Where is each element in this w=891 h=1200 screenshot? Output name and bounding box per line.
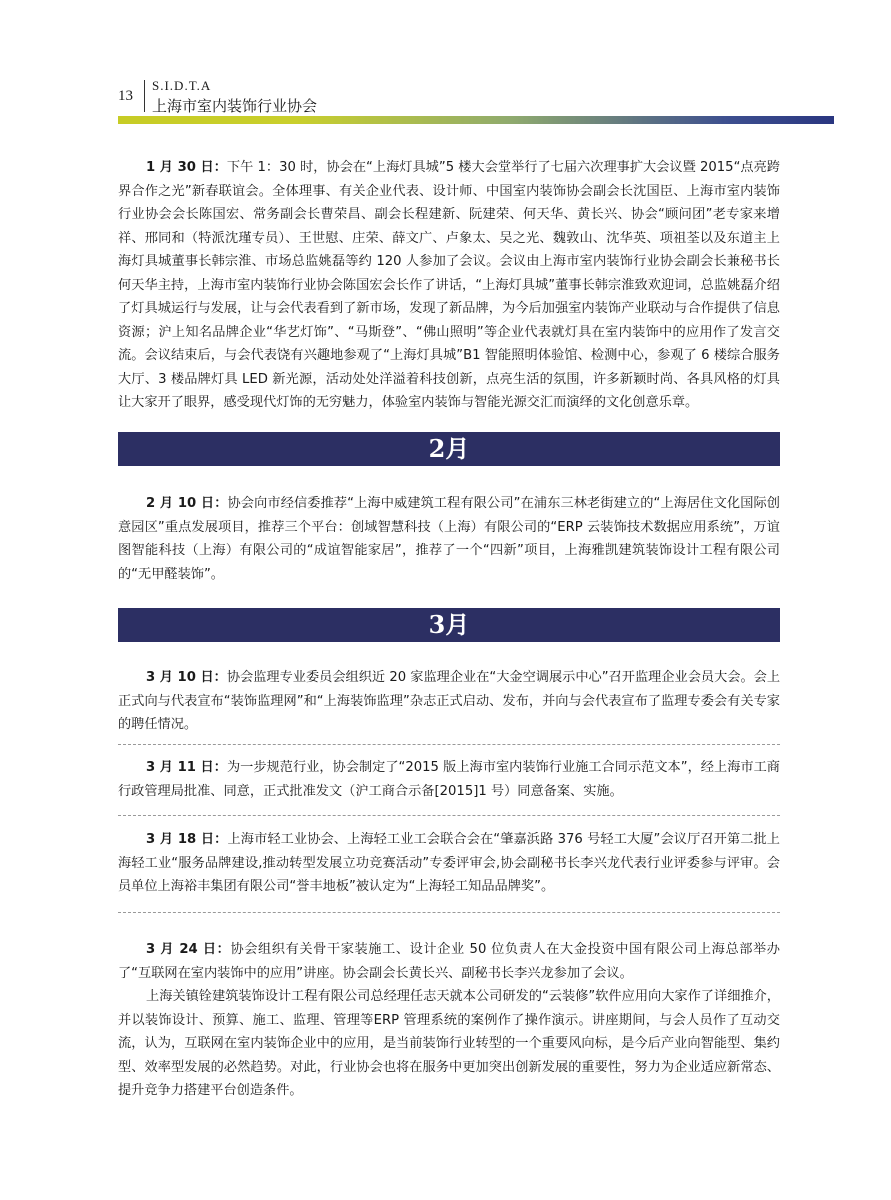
entry-mar24 [118, 938, 780, 985]
entry-mar11 [118, 756, 780, 803]
dashed-divider [118, 744, 780, 745]
entry-mar18 [118, 828, 780, 899]
entry-date: 3 月 18 日： [146, 832, 228, 847]
entry-date: 3 月 24 日： [146, 942, 231, 957]
header-gradient-bar [118, 116, 834, 124]
org-name-cn: 上海市室内装饰行业协会 [152, 97, 318, 115]
entry-date: 3 月 11 日： [146, 760, 227, 775]
month-header-feb: 2月 [118, 432, 780, 466]
entry-text: 上海市轻工业协会、上海轻工业工会联合会在“肇嘉浜路 376 号轻工大厦”会议厅召开第二批上海轻工业“服务品牌建设,推动转型发展立功竞赛活动”专委评审会,协会副秘书长李兴龙代表行业评委参与评审。会员单位上海裕丰集团有限公司“誉丰地板”被认定为“上海轻工知品品牌奖”。 [118, 832, 780, 894]
entry-feb10 [118, 492, 780, 586]
dashed-divider [118, 912, 780, 913]
entry-date: 1 月 30 日： [146, 160, 227, 175]
month-header-mar: 3月 [118, 608, 780, 642]
entry-mar24-continued: 上海关镇铨建筑装饰设计工程有限公司总经理任志天就本公司研发的“云装修”软件应用向大家作了详细推介，并以装饰设计、预算、施工、监理、管理等ERP 管理系统的案例作了操作演示。讲座期间，与会人员作了互动交流，认为，互联网在室内装饰企业中的应用，是当前装饰行业转型的一个重要风向标，是今后产业向智能型、集约型、效率型发展的必然趋势。对此，行业协会也将在服务中更加突出创新发展的重要性，努力为企业适应新常态、提升竞争力搭建平台创造条件。 [118, 989, 780, 1098]
entry-jan30 [118, 156, 780, 415]
header-divider [144, 80, 145, 112]
dashed-divider [118, 815, 780, 816]
entry-mar10 [118, 666, 780, 737]
entry-date: 3 月 10 日： [146, 670, 227, 685]
entry-date: 2 月 10 日： [146, 496, 228, 511]
entry-text: 下午 1：30 时，协会在“上海灯具城”5 楼大会堂举行了七届六次理事扩大会议暨 2015“点亮跨界合作之光”新春联谊会。全体理事、有关企业代表、设计师、中国室内装饰协会副会长沈国臣、上海市室内装饰行业协会会长陈国宏、常务副会长曹荣昌、副会长程建新、阮建荣、何天华、黄长兴、协会“顾问团”老专家来增祥、邢同和（特派沈瑾专员）、王世慰、庄荣、薛文广、卢象太、吴之光、魏敦山、沈华英、项祖荃以及东道主上海灯具城董事长韩宗淮、市场总监姚磊等约 120 人参加了会议。会议由上海市室内装饰行业协会副会长兼秘书长何天华主持，上海市室内装饰行业协会陈国宏会长作了讲话，“上海灯具城”董事长韩宗淮致欢迎词，总监姚磊介绍了灯具城运行与发展，让与会代表看到了新市场，发现了新品牌，为今后加强室内装饰产业联动与合作提供了信息资源；沪上知名品牌企业“华艺灯饰”、“马斯登”、“佛山照明”等企业代表就灯具在室内装饰中的应用作了发言交流。会议结束后，与会代表饶有兴趣地参观了“上海灯具城”B1 智能照明体验馆、检测中心，参观了 6 楼综合服务大厅、3 楼品牌灯具 LED 新光源，活动处处洋溢着科技创新，点亮生活的氛围，许多新颖时尚、各具风格的灯具让大家开了眼界，感受现代灯饰的无穷魅力，体验室内装饰与智能光源交汇而演绎的文化创意乐章。 [118, 160, 780, 410]
entry-text: 协会组织有关骨干家装施工、设计企业 50 位负责人在大金投资中国有限公司上海总部举办了“互联网在室内装饰中的应用”讲座。协会副会长黄长兴、副秘书长李兴龙参加了会议。 [118, 942, 780, 981]
entry-text: 协会监理专业委员会组织近 20 家监理企业在“大金空调展示中心”召开监理企业会员大会。会上正式向与代表宣布“装饰监理网”和“上海装饰监理”杂志正式启动、发布，并向与会代表宣布了监理专委会有关专家的聘任情况。 [118, 670, 781, 732]
page-number: 13 [118, 88, 133, 104]
org-name-en: S.I.D.T.A [152, 78, 212, 93]
entry-text: 为一步规范行业，协会制定了“2015 版上海市室内装饰行业施工合同示范文本”，经上海市工商行政管理局批准、同意，正式批准发文（沪工商合示备[2015]1 号）同意备案、实施。 [118, 760, 780, 799]
entry-text: 协会向市经信委推荐“上海中威建筑工程有限公司”在浦东三林老街建立的“上海居住文化国际创意园区”重点发展项目，推荐三个平台：创域智慧科技（上海）有限公司的“ERP 云装饰技术数据应用系统”，万谊图智能科技（上海）有限公司的“成谊智能家居”，推荐了一个“四新”项目，上海雅凯建筑装饰设计工程有限公司的“无甲醛装饰”。 [118, 496, 780, 582]
